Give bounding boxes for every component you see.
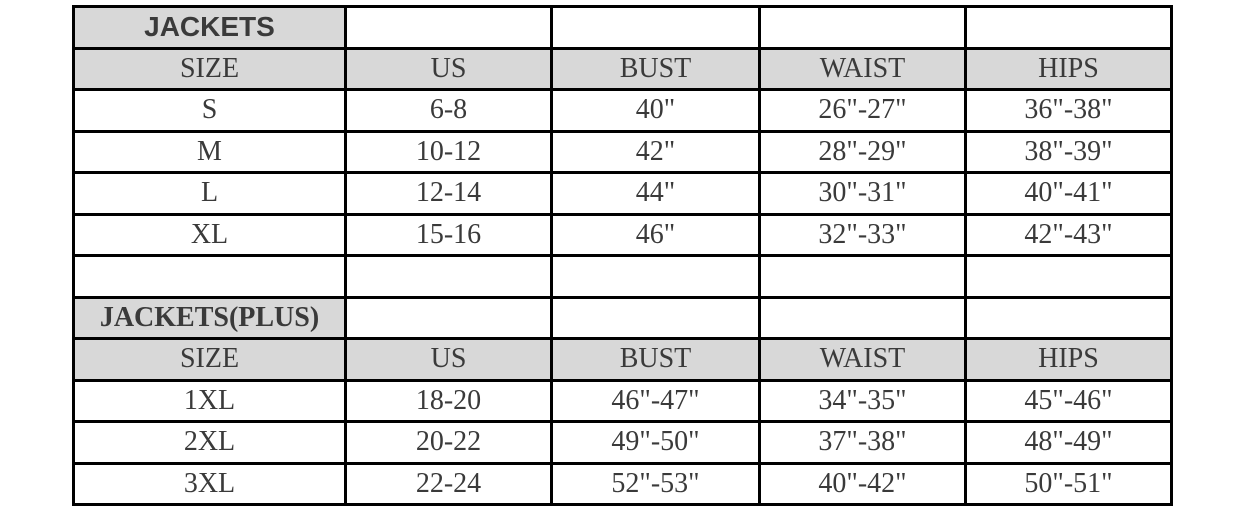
- bust-cell: 52"-53": [552, 463, 760, 505]
- size-cell: 3XL: [74, 463, 346, 505]
- section-title-jackets-plus: JACKETS(PLUS): [74, 297, 346, 339]
- hips-cell: 45"-46": [966, 380, 1172, 422]
- column-header-hips: HIPS: [966, 48, 1172, 90]
- size-cell: L: [74, 173, 346, 215]
- empty-cell: [346, 7, 552, 49]
- empty-cell: [760, 256, 966, 298]
- column-header-waist: WAIST: [760, 48, 966, 90]
- empty-cell: [74, 256, 346, 298]
- us-cell: 12-14: [346, 173, 552, 215]
- empty-cell: [760, 297, 966, 339]
- waist-cell: 40"-42": [760, 463, 966, 505]
- us-cell: 20-22: [346, 422, 552, 464]
- empty-cell: [552, 256, 760, 298]
- hips-cell: 40"-41": [966, 173, 1172, 215]
- jackets-title-row: [74, 7, 1172, 49]
- hips-cell: 38"-39": [966, 131, 1172, 173]
- us-cell: 6-8: [346, 90, 552, 132]
- waist-cell: 30"-31": [760, 173, 966, 215]
- table-row: [74, 173, 1172, 215]
- bust-cell: 44": [552, 173, 760, 215]
- waist-cell: 26"-27": [760, 90, 966, 132]
- size-cell: 2XL: [74, 422, 346, 464]
- waist-cell: 28"-29": [760, 131, 966, 173]
- empty-cell: [966, 297, 1172, 339]
- column-header-hips: HIPS: [966, 339, 1172, 381]
- empty-cell: [760, 7, 966, 49]
- table-row: [74, 131, 1172, 173]
- size-cell: XL: [74, 214, 346, 256]
- column-header-size: SIZE: [74, 339, 346, 381]
- bust-cell: 46"-47": [552, 380, 760, 422]
- size-chart-table: [72, 5, 1173, 506]
- column-header-bust: BUST: [552, 339, 760, 381]
- us-cell: 15-16: [346, 214, 552, 256]
- us-cell: 22-24: [346, 463, 552, 505]
- us-cell: 10-12: [346, 131, 552, 173]
- empty-cell: [966, 256, 1172, 298]
- hips-cell: 50"-51": [966, 463, 1172, 505]
- table-row: [74, 380, 1172, 422]
- empty-cell: [966, 7, 1172, 49]
- column-header-us: US: [346, 339, 552, 381]
- column-header-size: SIZE: [74, 48, 346, 90]
- jackets-header-row: [74, 48, 1172, 90]
- size-cell: M: [74, 131, 346, 173]
- bust-cell: 40": [552, 90, 760, 132]
- column-header-us: US: [346, 48, 552, 90]
- empty-cell: [346, 297, 552, 339]
- table-row: [74, 90, 1172, 132]
- empty-cell: [552, 7, 760, 49]
- column-header-bust: BUST: [552, 48, 760, 90]
- size-cell: 1XL: [74, 380, 346, 422]
- hips-cell: 42"-43": [966, 214, 1172, 256]
- empty-cell: [346, 256, 552, 298]
- section-title-jackets: JACKETS: [74, 7, 346, 49]
- table-row: [74, 214, 1172, 256]
- jackets-plus-title-row: [74, 297, 1172, 339]
- waist-cell: 37"-38": [760, 422, 966, 464]
- table-row: [74, 422, 1172, 464]
- hips-cell: 36"-38": [966, 90, 1172, 132]
- us-cell: 18-20: [346, 380, 552, 422]
- table-row: [74, 463, 1172, 505]
- bust-cell: 42": [552, 131, 760, 173]
- waist-cell: 34"-35": [760, 380, 966, 422]
- bust-cell: 49"-50": [552, 422, 760, 464]
- jackets-plus-header-row: [74, 339, 1172, 381]
- spacer-row: [74, 256, 1172, 298]
- bust-cell: 46": [552, 214, 760, 256]
- hips-cell: 48"-49": [966, 422, 1172, 464]
- column-header-waist: WAIST: [760, 339, 966, 381]
- waist-cell: 32"-33": [760, 214, 966, 256]
- empty-cell: [552, 297, 760, 339]
- size-cell: S: [74, 90, 346, 132]
